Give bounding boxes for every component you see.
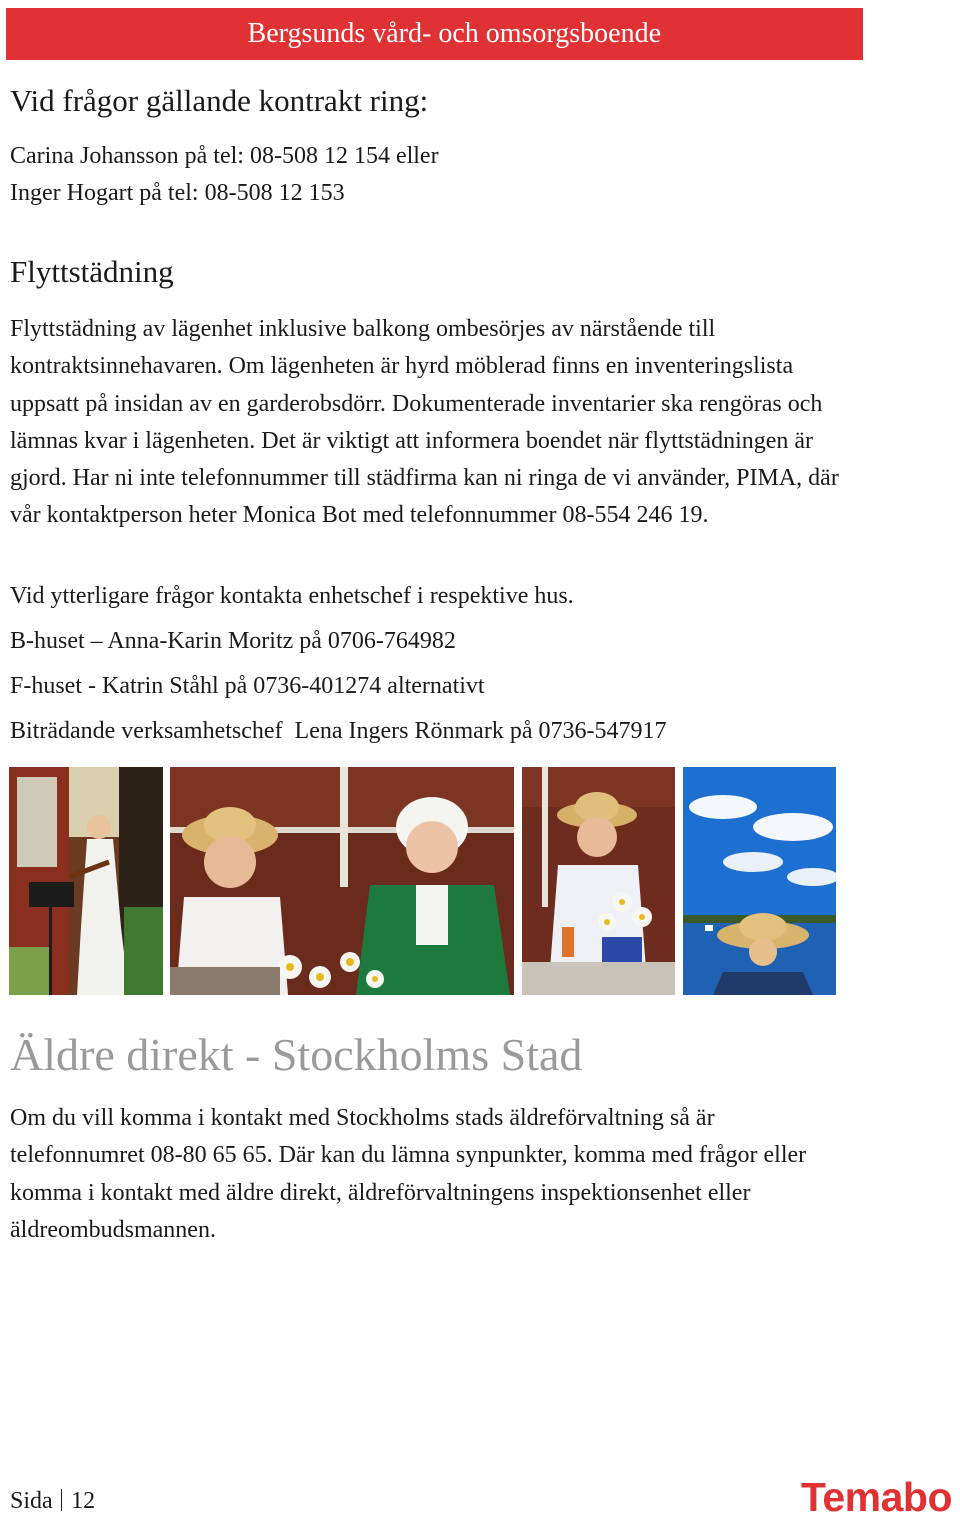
page-number: 12 <box>71 1488 96 1514</box>
f-house-contact: F-huset - Katrin Ståhl på 0736-401274 alternativt <box>10 673 485 699</box>
sea-view-photo <box>683 767 836 995</box>
header-title: Bergsunds vård- och omsorgsboende <box>247 18 661 49</box>
deputy-contact: Biträdande verksamhetschef Lena Ingers Rönmark på 0736-547917 <box>10 718 667 744</box>
cleaning-heading: Flyttstädning <box>10 254 174 289</box>
elder-body: Om du vill komma i kontakt med Stockholms stads äldreförvaltning så är telefonnumret 08-80 65 65. Där kan du lämna synpunkter, komma med frågor eller komma i kontakt med äldre direkt, äldreförvaltningens inspektionsenhet eller äldreombudsmannen. <box>10 1105 807 1243</box>
header-bar <box>6 8 863 60</box>
contract-line-1: Carina Johansson på tel: 08-508 12 154 eller <box>10 143 439 169</box>
b-house-contact: B-huset – Anna-Karin Moritz på 0706-764982 <box>10 628 456 654</box>
elder-heading: Äldre direkt - Stockholms Stad <box>10 1029 583 1080</box>
contract-line-2: Inger Hogart på tel: 08-508 12 153 <box>10 180 345 206</box>
contract-heading: Vid frågor gällande kontrakt ring: <box>10 83 429 118</box>
temabo-logo: Temabo <box>800 1474 952 1520</box>
page-footer <box>10 1488 95 1515</box>
page-label: Sida <box>10 1488 53 1514</box>
further-questions: Vid ytterligare frågor kontakta enhetschef i respektive hus. <box>10 583 574 609</box>
violinist-photo <box>9 767 163 995</box>
page-separator <box>61 1489 63 1511</box>
cleaning-body: Flyttstädning av lägenhet inklusive balkong ombesörjes av närstående till kontraktsinnehavaren. Om lägenheten är hyrd möblerad finns en inventeringslista uppsatt på insidan av en garderobsdörr. Dokumenterade inventarier ska rengöras och lämnas kvar i lägenheten. Det är viktigt att informera boendet när flyttstädningen är gjord. Har ni inte telefonnummer till städfirma kan ni ringa de vi använder, PIMA, där vår kontaktperson heter Monica Bot med telefonnummer 08-554 246 19. <box>10 316 839 529</box>
woman-straw-hat-photo <box>522 767 675 995</box>
residents-photo <box>170 767 514 995</box>
